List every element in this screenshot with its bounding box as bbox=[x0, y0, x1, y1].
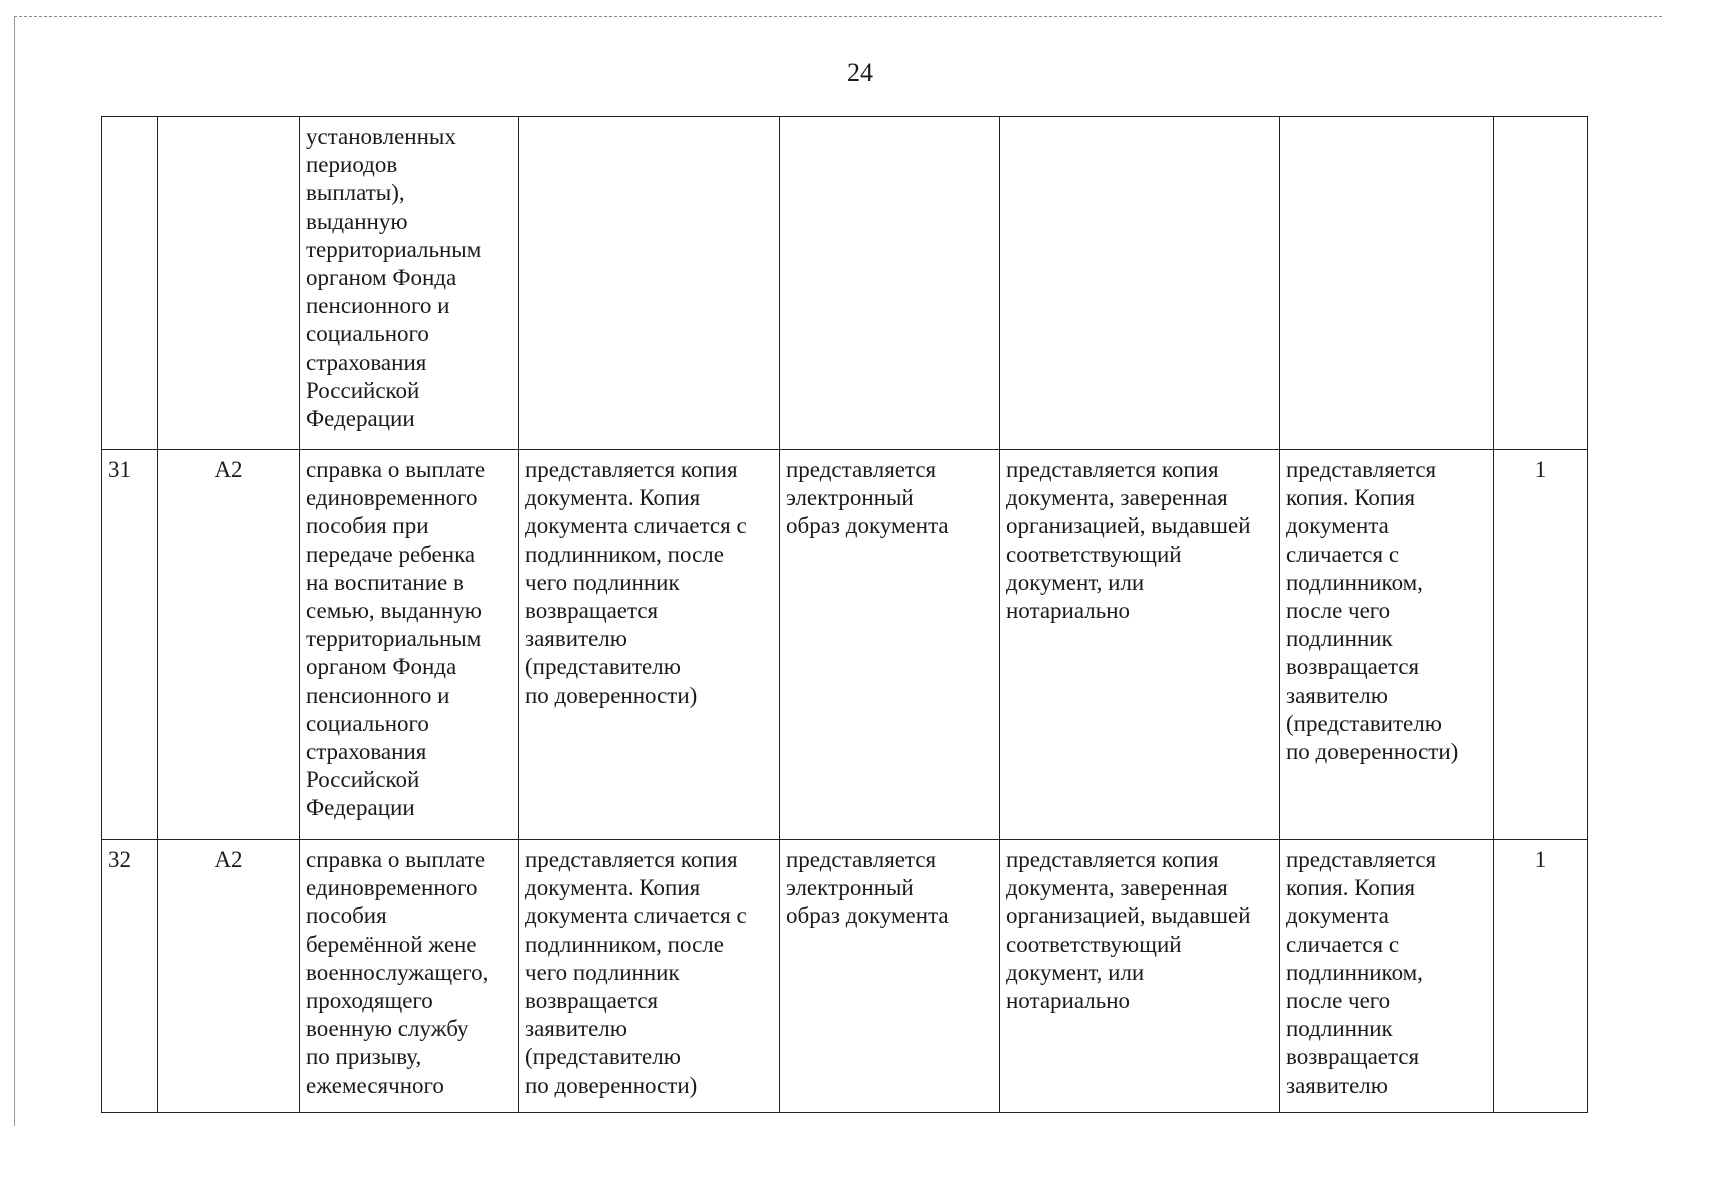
table-row bbox=[102, 117, 1588, 450]
electronic-submission-cell bbox=[780, 117, 1000, 450]
quantity-cell: 1 bbox=[1494, 840, 1588, 1113]
mfc-submission-cell: представляется копия. Копия документа сличается с подлинником, после чего подлинник возвращается заявителю bbox=[1280, 840, 1494, 1113]
documents-table bbox=[101, 116, 1588, 1113]
scan-edge-top bbox=[14, 16, 1662, 17]
mfc-submission-cell: представляется копия. Копия документа сличается с подлинником, после чего подлинник возвращается заявителю (представителю по доверенности) bbox=[1280, 450, 1494, 840]
row-number-cell: 31 bbox=[102, 450, 158, 840]
page-number: 24 bbox=[847, 58, 873, 87]
document-code-cell: А2 bbox=[158, 450, 300, 840]
row-number-cell: 32 bbox=[102, 840, 158, 1113]
document-name-cell: установленных периодов выплаты), выданную территориальным органом Фонда пенсионного и социального страхования Российской Федерации bbox=[300, 117, 519, 450]
quantity-cell: 1 bbox=[1494, 450, 1588, 840]
row-number-cell bbox=[102, 117, 158, 450]
scan-edge-left bbox=[14, 16, 15, 1126]
quantity-cell bbox=[1494, 117, 1588, 450]
paper-submission-cell: представляется копия документа. Копия документа сличается с подлинником, после чего подлинник возвращается заявителю (представителю по доверенности) bbox=[519, 450, 780, 840]
document-code-cell bbox=[158, 117, 300, 450]
document-name-cell: справка о выплате единовременного пособия беремённой жене военнослужащего, проходящего военную службу по призыву, ежемесячного bbox=[300, 840, 519, 1113]
table-row bbox=[102, 450, 1588, 840]
paper-submission-cell: представляется копия документа. Копия документа сличается с подлинником, после чего подлинник возвращается заявителю (представителю по доверенности) bbox=[519, 840, 780, 1113]
electronic-submission-cell: представляется электронный образ документа bbox=[780, 840, 1000, 1113]
document-code-cell: А2 bbox=[158, 840, 300, 1113]
paper-submission-cell bbox=[519, 117, 780, 450]
mfc-submission-cell bbox=[1280, 117, 1494, 450]
mail-submission-cell bbox=[1000, 117, 1280, 450]
document-name-cell: справка о выплате единовременного пособия при передаче ребенка на воспитание в семью, выданную территориальным органом Фонда пенсионного и социального страхования Российской Федерации bbox=[300, 450, 519, 840]
mail-submission-cell: представляется копия документа, заверенная организацией, выдавшей соответствующий документ, или нотариально bbox=[1000, 450, 1280, 840]
mail-submission-cell: представляется копия документа, заверенная организацией, выдавшей соответствующий документ, или нотариально bbox=[1000, 840, 1280, 1113]
table-row bbox=[102, 840, 1588, 1113]
electronic-submission-cell: представляется электронный образ документа bbox=[780, 450, 1000, 840]
